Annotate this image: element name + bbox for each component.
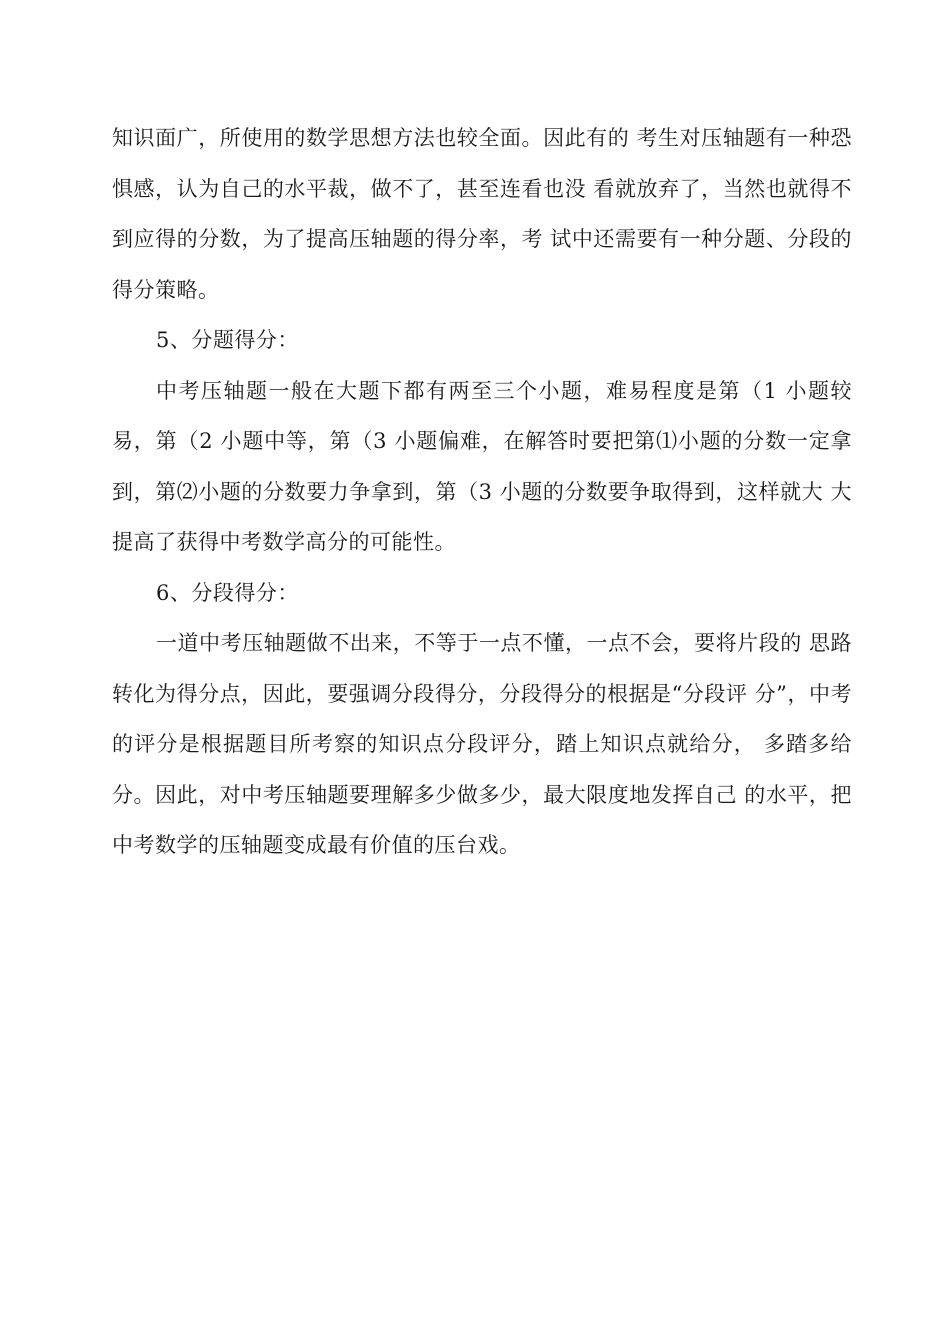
paragraph-intro-continued: 知识面广，所使用的数学思想方法也较全面。因此有的 考生对压轴题有一种恐惧感，认为自己的水平裁，做不了，甚至连看也没 看就放弃了，当然也就得不到应得的分数，为了提高压轴题的得分率，考 试中还需要有一种分题、分段的得分策略。 [112,126,852,302]
heading-section-5: 5、分题得分： [156,328,299,352]
paragraph-section-5: 中考压轴题一般在大题下都有两至三个小题，难易程度是第（1 小题较易，第（2 小题中等，第（3 小题偏难，在解答时要把第⑴小题的分数一定拿到，第⑵小题的分数要力争拿到，第（3 小题的分数要争取得到，这样就大 大提高了获得中考数学高分的可能性。 [112,378,852,554]
document-body [112,113,852,871]
heading-section-6: 6、分段得分： [156,580,299,605]
paragraph-section-6: 一道中考压轴题做不出来，不等于一点不懂，一点不会，要将片段的 思路转化为得分点，因此，要强调分段得分，分段得分的根据是“分段评 分”，中考的评分是根据题目所考察的知识点分段评分，踏上知识点就给分， 多踏多给分。因此，对中考压轴题要理解多少做多少，最大限度地发挥自己 的水平，把中考数学的压轴题变成最有价值的压台戏。 [112,631,852,857]
